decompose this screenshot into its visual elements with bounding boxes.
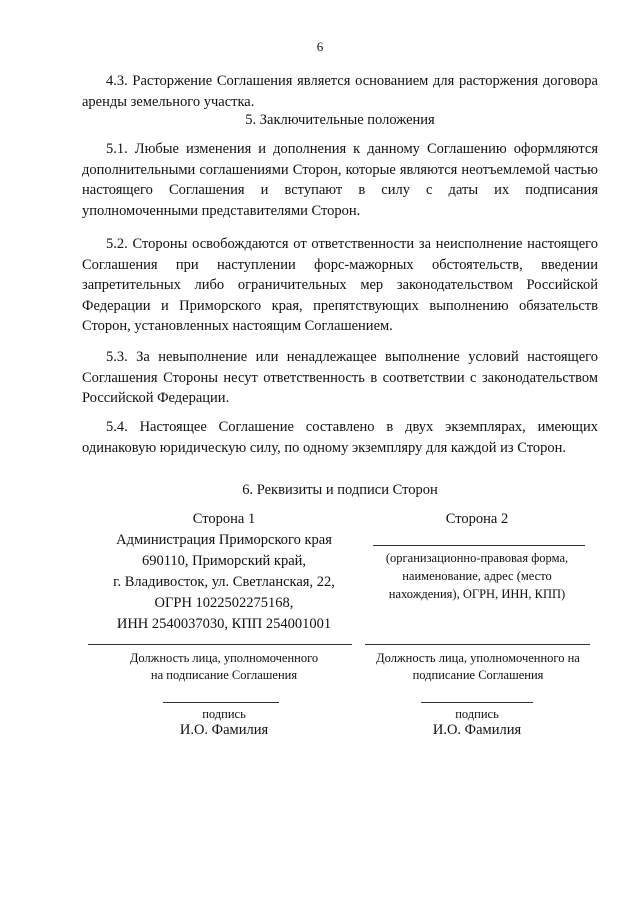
party2-details-line1: (организационно-правовая форма, xyxy=(385,551,569,565)
paragraph-5-1: 5.1. Любые изменения и дополнения к данному Соглашению оформляются дополнительными соглашениями Сторон, которые являются неотъемлемой частью настоящего Соглашения и вступают в силу с даты их подписания уполномоченными представителями Сторон. xyxy=(82,141,598,219)
paragraph-5-4: 5.4. Настоящее Соглашение составлено в двух экземплярах, имеющих одинаковую юридическую силу, по одному экземпляру для каждой из Сторон. xyxy=(82,419,598,456)
section-5-title: 5. Заключительные положения xyxy=(245,112,435,128)
party2-signature-line xyxy=(421,702,533,703)
party2-position-line xyxy=(365,644,590,645)
party1-signature-caption: подпись xyxy=(202,707,246,721)
party1-details-line: ОГРН 1022502275168, xyxy=(154,595,294,611)
party1-name: И.О. Фамилия xyxy=(179,722,269,738)
party1-position-line xyxy=(88,644,352,645)
party1-title: Сторона 1 xyxy=(192,511,256,527)
party1-details-line: ИНН 2540037030, КПП 254001001 xyxy=(116,616,332,632)
party1-position-caption xyxy=(82,650,366,684)
page-number: 6 xyxy=(316,39,324,54)
party1-details-line: Администрация Приморского края xyxy=(116,532,332,548)
party1-position-line1: Должность лица, уполномоченного xyxy=(129,651,319,665)
party1-position-line2: на подписание Соглашения xyxy=(150,668,298,682)
party1-details xyxy=(82,530,366,635)
party2-details-line xyxy=(373,545,585,546)
paragraph-4-3: 4.3. Расторжение Соглашения является основанием для расторжения договора аренды земельного участка. xyxy=(82,73,598,110)
party2-signature-caption: подпись xyxy=(455,707,499,721)
party2-details-line3: нахождения), ОГРН, ИНН, КПП) xyxy=(388,587,566,601)
paragraph-5-3: 5.3. За невыполнение или ненадлежащее выполнение условий настоящего Соглашения Стороны несут ответственность в соответствии с законодательством Российской Федерации. xyxy=(82,349,598,406)
party2-position-line1: Должность лица, уполномоченного на xyxy=(376,651,580,665)
party2-details-line2: наименование, адрес (место xyxy=(402,569,552,583)
party1-details-line: г. Владивосток, ул. Светланская, 22, xyxy=(113,574,335,590)
party2-title: Сторона 2 xyxy=(445,511,509,527)
party2-position-caption xyxy=(358,650,598,684)
party2-details xyxy=(364,549,590,603)
party2-position-line2: подписание Соглашения xyxy=(412,668,544,682)
party1-details-line: 690110, Приморский край, xyxy=(141,553,307,569)
party1-signature-line xyxy=(163,702,279,703)
paragraph-5-2: 5.2. Стороны освобождаются от ответственности за неисполнение настоящего Соглашения при наступлении форс-мажорных обстоятельств, введении запретительных либо ограничительных мер законодательством Российской Федерации и Приморского края, препятствующих выполнению обязательств Сторон, установленных настоящим Соглашением. xyxy=(82,236,598,334)
section-6-title: 6. Реквизиты и подписи Сторон xyxy=(242,482,438,498)
party2-name: И.О. Фамилия xyxy=(432,722,522,738)
